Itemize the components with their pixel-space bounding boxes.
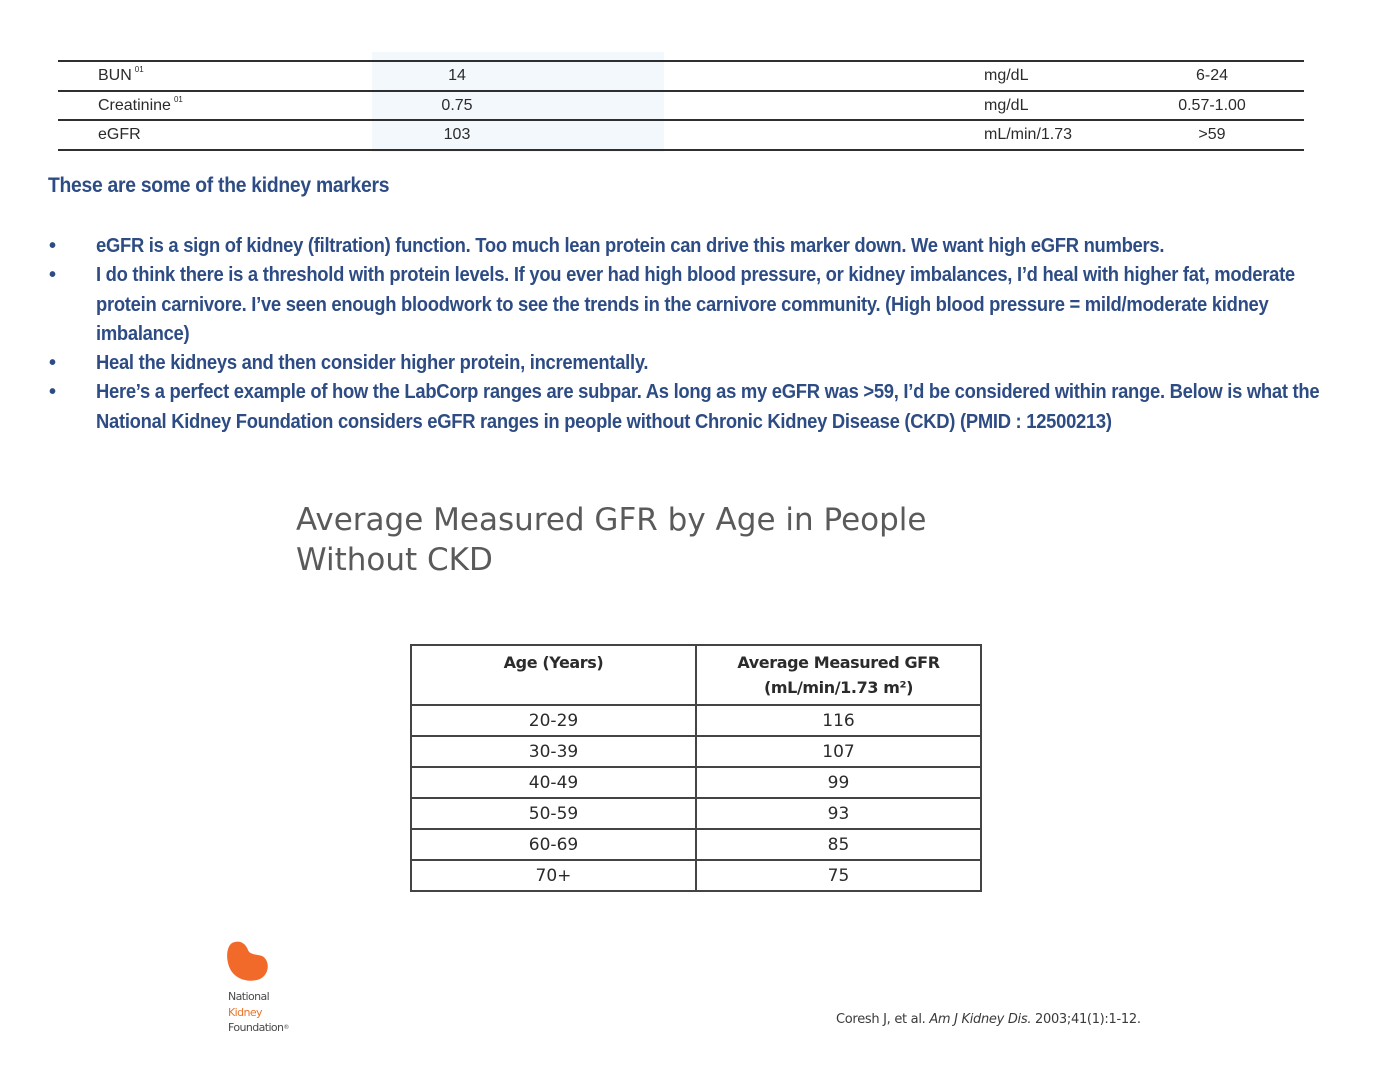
bullet: • bbox=[49, 381, 56, 404]
gfr-cell: 75 bbox=[696, 860, 981, 891]
test-units: mg/dL bbox=[984, 97, 1029, 114]
list-item: • I do think there is a threshold with protein levels. If you ever had high blood pressure, or kidney imbalances, I’d heal with higher fat, moderate protein carnivore. I’ve seen enough bloodwork to see the trends in the carnivore community. (High blood pressure = mild/moderate kidney imbalance) bbox=[48, 261, 1338, 349]
lab-row-egfr: eGFR 103 mL/min/1.73 >59 bbox=[98, 126, 1226, 143]
age-cell: 30-39 bbox=[411, 736, 696, 767]
citation: Coresh J, et al. Am J Kidney Dis. 2003;41(1):1-12. bbox=[836, 1012, 1141, 1027]
list-item: • eGFR is a sign of kidney (filtration) function. Too much lean protein can drive this marker down. We want high eGFR numbers. bbox=[48, 232, 1338, 261]
gfr-by-age-table bbox=[410, 644, 982, 892]
gfr-header: Average Measured GFR (mL/min/1.73 m²) bbox=[696, 645, 981, 705]
age-cell: 60-69 bbox=[411, 829, 696, 860]
table-rule bbox=[58, 149, 1304, 151]
notes-list bbox=[48, 232, 1338, 437]
gfr-cell: 93 bbox=[696, 798, 981, 829]
table-row bbox=[411, 705, 981, 736]
table-row bbox=[411, 860, 981, 891]
test-name: Creatinine $^{01}$ bbox=[98, 95, 183, 114]
notes-heading: These are some of the kidney markers bbox=[48, 174, 390, 197]
kidney-logo-icon bbox=[226, 940, 270, 982]
bullet: • bbox=[49, 352, 56, 375]
bullet: • bbox=[49, 235, 56, 257]
age-cell: 50-59 bbox=[411, 798, 696, 829]
age-cell: 20-29 bbox=[411, 705, 696, 736]
age-cell: 40-49 bbox=[411, 767, 696, 798]
test-units: mL/min/1.73 bbox=[984, 126, 1073, 143]
table-row bbox=[411, 736, 981, 767]
table-row bbox=[411, 829, 981, 860]
gfr-cell: 116 bbox=[696, 705, 981, 736]
test-units: mg/dL bbox=[984, 67, 1029, 84]
lab-results-table bbox=[58, 52, 1304, 152]
age-cell: 70+ bbox=[411, 860, 696, 891]
logo-wordmark: National Kidney Foundation® bbox=[228, 990, 289, 1034]
list-item: • Heal the kidneys and then consider higher protein, incrementally. bbox=[48, 349, 1338, 378]
lab-row-bun: BUN $^{01}$ 14 mg/dL 6-24 bbox=[98, 65, 1229, 84]
lab-row-creatinine: Creatinine $^{01}$ 0.75 mg/dL 0.57-1.00 bbox=[98, 95, 1246, 114]
test-name: BUN $^{01}$ bbox=[98, 65, 144, 84]
table-row bbox=[411, 767, 981, 798]
list-item: • Here’s a perfect example of how the LabCorp ranges are subpar. As long as my eGFR was >59, I’d be considered within range. Below is what the National Kidney Foundation considers eGFR ranges in people without Chronic Kidney Disease (CKD) (PMID : 12500213) bbox=[48, 378, 1338, 437]
gfr-cell: 107 bbox=[696, 736, 981, 767]
age-header: Age (Years) bbox=[411, 645, 696, 705]
gfr-cell: 99 bbox=[696, 767, 981, 798]
bullet: • bbox=[49, 264, 56, 287]
slide-title: Average Measured GFR by Age in People Without CKD bbox=[296, 502, 927, 578]
gfr-cell: 85 bbox=[696, 829, 981, 860]
test-name: eGFR bbox=[98, 126, 141, 143]
table-row bbox=[411, 798, 981, 829]
